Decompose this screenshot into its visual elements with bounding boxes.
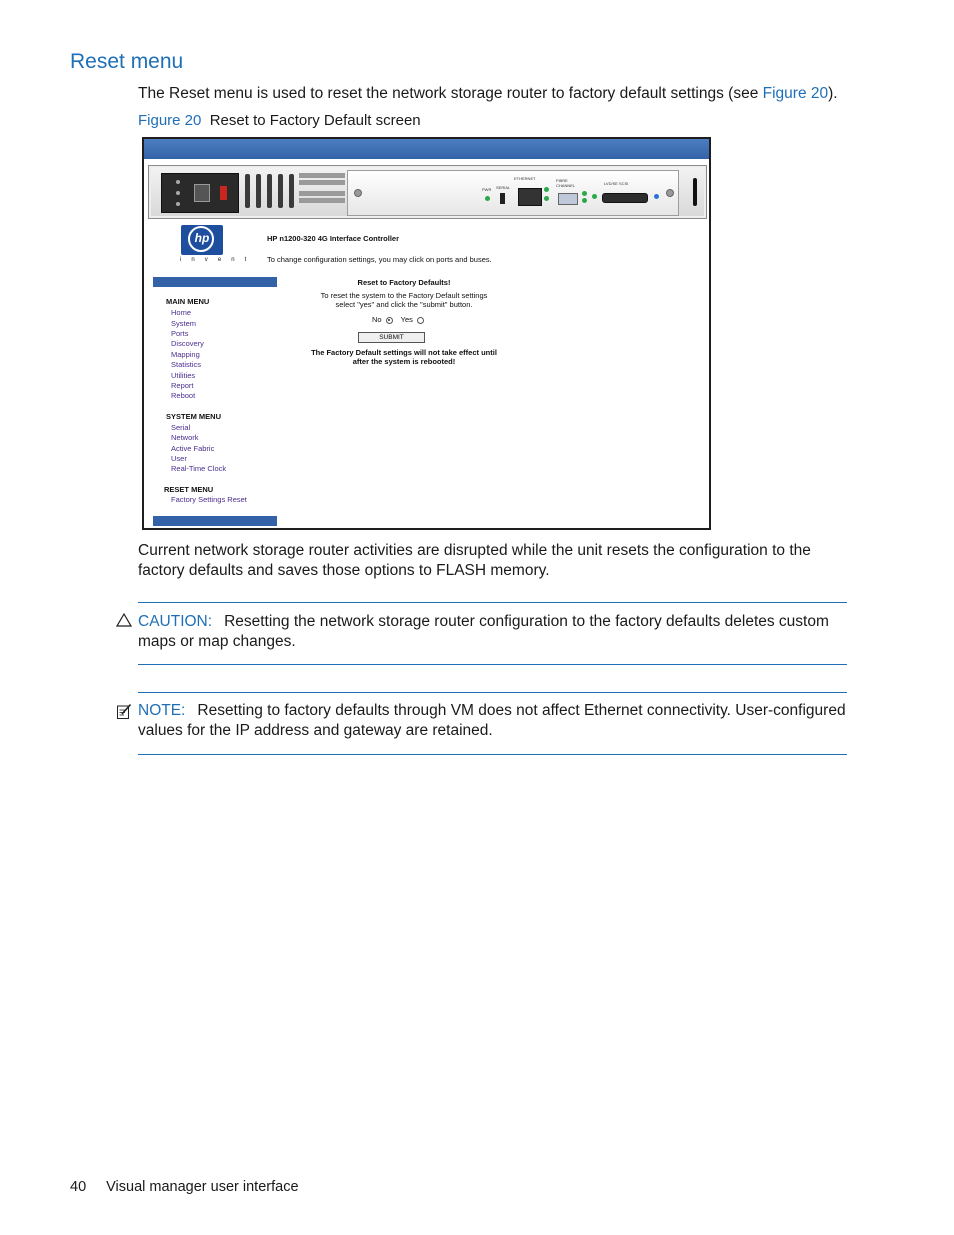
reset-form-line-2: select "yes" and click the "submit" button.: [335, 300, 473, 309]
logo-mark-icon: hp: [194, 231, 210, 245]
label-line: [299, 180, 345, 185]
psu-screw: [176, 180, 180, 184]
note-label: NOTE:: [138, 702, 186, 719]
vent-slot: [278, 174, 283, 208]
caution-label: CAUTION:: [138, 613, 213, 630]
fc-led-icon: [582, 198, 587, 203]
menu-item-report[interactable]: Report: [171, 381, 194, 390]
note-paragraph: [138, 701, 848, 741]
fc-led-icon: [582, 191, 587, 196]
menu-item-mapping[interactable]: Mapping: [171, 350, 200, 359]
pwr-label: PWR: [482, 187, 492, 192]
pwr-led-icon: [485, 196, 490, 201]
config-hint: To change configuration settings, you may click on ports and buses.: [267, 255, 492, 264]
caution-bottom-rule: [138, 664, 847, 665]
label-line: [299, 191, 345, 196]
menu-bottom-bar: [153, 516, 277, 526]
io-plate: [347, 170, 679, 216]
invent-tagline: i n v e n t: [180, 257, 251, 263]
top-bar: [144, 139, 709, 159]
figure-label: Figure 20: [138, 112, 202, 129]
figure-link[interactable]: Figure 20: [762, 85, 829, 102]
reboot-warning: [294, 348, 514, 366]
product-title: HP n1200-320 4G Interface Controller: [267, 234, 399, 243]
vent-slot: [256, 174, 261, 208]
note-text: Resetting to factory defaults through VM does not affect Ethernet connectivity. User-configured values for the IP address and gateway are retained.: [138, 702, 846, 739]
act-led-icon: [544, 196, 549, 201]
ethernet-port[interactable]: [518, 188, 542, 206]
menu-item-real-time-clock[interactable]: Real-Time Clock: [171, 464, 227, 473]
caution-triangle-icon: [116, 613, 132, 627]
device-front-panel[interactable]: [148, 165, 707, 219]
figure-title: Reset to Factory Default screen: [209, 112, 421, 129]
caution-paragraph: [138, 612, 848, 652]
menu-item-ports[interactable]: Ports: [171, 329, 189, 338]
label-line: [299, 198, 345, 203]
no-label: No: [372, 315, 382, 324]
vent-slot: [289, 174, 294, 208]
menu-item-discovery[interactable]: Discovery: [171, 339, 204, 348]
system-menu-heading: SYSTEM MENU: [166, 412, 222, 421]
scsi-led-icon: [592, 194, 597, 199]
intro-paragraph: [138, 84, 848, 104]
menu-item-serial[interactable]: Serial: [171, 423, 191, 432]
yes-label: Yes: [400, 315, 413, 324]
warning-line-2: after the system is rebooted!: [352, 357, 456, 366]
yes-radio[interactable]: [417, 317, 424, 324]
menu-item-reboot[interactable]: Reboot: [171, 391, 196, 400]
note-top-rule: [138, 692, 847, 693]
vent-slot: [245, 174, 250, 208]
menu-item-active-fabric[interactable]: Active Fabric: [171, 444, 215, 453]
note-bottom-rule: [138, 754, 847, 755]
submit-button[interactable]: SUBMIT: [358, 332, 425, 343]
serial-label: SERIAL: [496, 185, 511, 190]
menu-item-home[interactable]: Home: [171, 308, 192, 317]
hp-logo: [181, 225, 223, 255]
status-led-icon: [654, 194, 659, 199]
serial-port[interactable]: [500, 193, 505, 204]
intro-text: The Reset menu is used to reset the network storage router to factory default settings (see: [138, 85, 763, 102]
screw-icon: [666, 189, 674, 197]
reset-form: [294, 278, 514, 309]
menu-item-user[interactable]: User: [171, 454, 187, 463]
label-line: [299, 173, 345, 178]
no-radio[interactable]: [386, 317, 393, 324]
reset-form-line-1: To reset the system to the Factory Default settings: [320, 291, 488, 300]
power-supply: [161, 173, 239, 213]
page-number: 40: [70, 1179, 87, 1195]
screw-icon: [354, 189, 362, 197]
disruption-paragraph: Current network storage router activities are disrupted while the unit resets the configuration to the factory defaults and saves those options to FLASH memory.: [138, 542, 811, 579]
warning-line-1: The Factory Default settings will not take effect until: [311, 348, 497, 357]
vent-slot: [267, 174, 272, 208]
section-title: Reset menu: [70, 50, 184, 73]
reset-form-heading: Reset to Factory Defaults!: [357, 278, 451, 287]
psu-screw: [176, 202, 180, 206]
psu-screw: [176, 191, 180, 195]
regulatory-label: [299, 171, 345, 211]
figure-screenshot: [142, 137, 711, 530]
menu-item-system[interactable]: System: [171, 319, 197, 328]
main-menu-heading: MAIN MENU: [166, 297, 210, 306]
fibre-channel-port[interactable]: [558, 193, 578, 205]
note-pencil-icon: [116, 703, 132, 720]
page-footer: [70, 1179, 299, 1195]
caution-text: Resetting the network storage router configuration to the factory defaults deletes custom maps or map changes.: [138, 613, 829, 650]
ethernet-label: ETHERNET: [514, 176, 536, 181]
handle-icon: [693, 178, 697, 206]
scsi-port[interactable]: [602, 193, 648, 203]
reset-menu-heading: RESET MENU: [164, 485, 214, 494]
figure-caption: [138, 112, 421, 129]
link-led-icon: [544, 187, 549, 192]
power-switch-icon: [194, 184, 210, 202]
scsi-label: LVD/SE SCSI: [604, 181, 629, 186]
reset-choice: [372, 315, 428, 324]
vents: [245, 174, 294, 208]
menu-item-network[interactable]: Network: [171, 433, 199, 442]
fibre-label: FIBRE CHANNEL: [556, 178, 576, 188]
menu-item-statistics[interactable]: Statistics: [171, 360, 202, 369]
chapter-title: Visual manager user interface: [106, 1179, 299, 1195]
menu-item-utilities[interactable]: Utilities: [171, 371, 196, 380]
intro-suffix: ).: [828, 85, 838, 102]
menu-item-factory-settings-reset[interactable]: Factory Settings Reset: [171, 495, 247, 504]
caution-top-rule: [138, 602, 847, 603]
power-led-icon: [220, 186, 227, 200]
menu-top-bar: [153, 277, 277, 287]
